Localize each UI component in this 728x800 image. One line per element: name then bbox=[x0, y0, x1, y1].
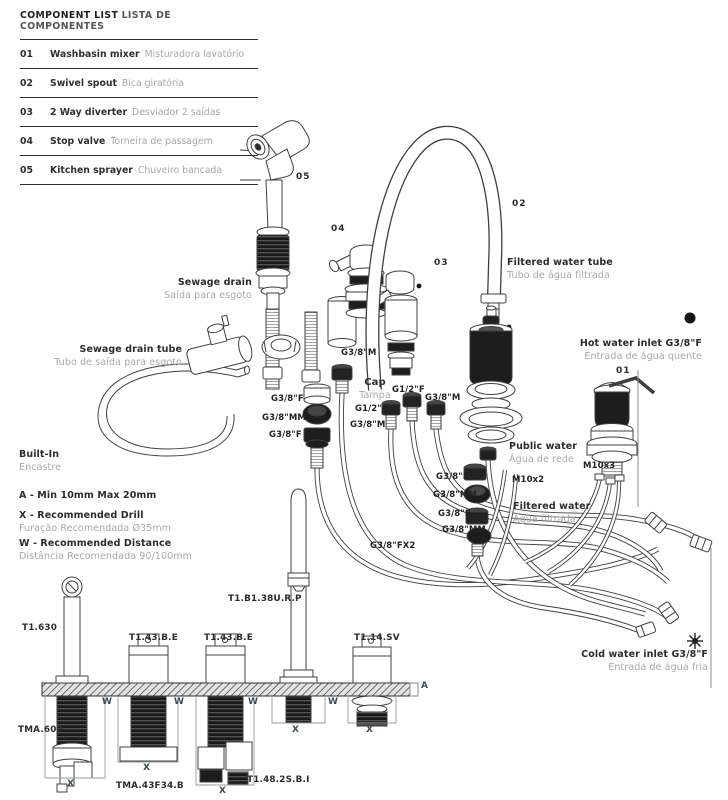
hot-water-dot-icon bbox=[685, 313, 696, 324]
component-name-pt: Bica giratória bbox=[121, 77, 185, 89]
dim-x: X bbox=[143, 763, 150, 773]
filtered-water-tube-label bbox=[507, 256, 657, 282]
hot-water-inlet-en: Hot water inlet G3/8"F bbox=[579, 338, 702, 349]
component-num: 03 bbox=[20, 106, 33, 118]
component-row bbox=[20, 68, 258, 97]
component-name-en: Swivel spout bbox=[50, 77, 117, 89]
note-w-en: W - Recommended Distance bbox=[19, 538, 172, 549]
filtered-water-label bbox=[513, 500, 590, 526]
thread-label: G3/8"MM bbox=[433, 490, 477, 500]
note-x bbox=[19, 509, 171, 535]
cold-snowflake-icon bbox=[687, 633, 703, 649]
component-name-en: 2 Way diverter bbox=[50, 106, 128, 118]
dim-x: X bbox=[366, 725, 373, 735]
thread-label: G3/8"M bbox=[341, 348, 377, 358]
thread-label: G3/8"MM bbox=[442, 525, 486, 535]
public-water-en: Public water bbox=[509, 441, 578, 452]
component-name-pt: Desviador 2 saídas bbox=[132, 106, 221, 118]
component-row bbox=[20, 155, 258, 184]
unit-t114sv-art bbox=[348, 636, 396, 726]
component-name-pt: Misturadora lavatório bbox=[144, 48, 245, 60]
dim-w: W bbox=[328, 697, 338, 707]
sewage-drain-tube-label bbox=[36, 343, 182, 369]
filtered-water-tube-en: Filtered water tube bbox=[507, 257, 613, 268]
filtered-water-tube-pt: Tubo de água filtrada bbox=[507, 270, 610, 281]
built-in-label bbox=[19, 448, 61, 474]
note-a bbox=[19, 489, 156, 502]
diagram-number-05: 05 bbox=[296, 172, 311, 182]
dim-x: X bbox=[219, 786, 226, 796]
component-num: 01 bbox=[20, 48, 33, 60]
dim-x: X bbox=[292, 725, 299, 735]
component-name-pt: Torneira de passagem bbox=[110, 135, 213, 147]
component-row bbox=[20, 97, 258, 126]
sewage-drain-tube-art bbox=[98, 364, 250, 456]
filtered-water-en: Filtered water bbox=[513, 501, 591, 512]
unit-t143be-right-art bbox=[196, 634, 254, 785]
diagram-number-02: 02 bbox=[512, 199, 527, 209]
cap-en: Cap bbox=[364, 377, 386, 388]
thread-label: M10x2 bbox=[512, 475, 545, 485]
hot-water-inlet-pt: Entrada de água quente bbox=[584, 351, 702, 362]
cold-water-inlet-label bbox=[558, 648, 708, 674]
component-num: 05 bbox=[20, 164, 33, 176]
component-list-bottom-rule bbox=[20, 184, 258, 185]
thread-label: G3/8"F bbox=[438, 509, 471, 519]
sewage-drain-en: Sewage drain bbox=[177, 277, 252, 288]
diagram-number-03: 03 bbox=[434, 258, 449, 268]
note-w-pt: Distância Recomendada 90/100mm bbox=[19, 551, 193, 562]
built-in-en: Built-In bbox=[19, 449, 60, 460]
thread-label: G3/8"M bbox=[350, 420, 386, 430]
component-name-en: Stop valve bbox=[50, 135, 106, 147]
part-code-riser: T1.B1.38U.R.P bbox=[228, 594, 302, 604]
diagram-number-04: 04 bbox=[331, 224, 346, 234]
unit-t143be-left-art bbox=[118, 634, 178, 762]
component-name-pt: Chuveiro bancada bbox=[137, 164, 223, 176]
cold-water-inlet-pt: Entrada de água fria bbox=[608, 662, 708, 673]
dim-x: X bbox=[67, 779, 74, 789]
component-name-en: Kitchen sprayer bbox=[50, 164, 133, 176]
part-code-t1482sbi: T1.48.2S.B.I bbox=[247, 775, 310, 785]
sewage-drain-tube-pt: Tubo de saída para esgoto bbox=[54, 357, 182, 368]
thread-label: G3/8"MM bbox=[262, 413, 306, 423]
component-num: 02 bbox=[20, 77, 33, 89]
sewage-drain-pt: Saída para esgoto bbox=[164, 290, 252, 301]
diagram-number-01: 01 bbox=[616, 366, 631, 376]
dim-w: W bbox=[102, 697, 112, 707]
thread-label: M10x3 bbox=[583, 461, 616, 471]
part-code-t143be-2: T1.43.B.E bbox=[204, 633, 253, 643]
note-a-text: A - Min 10mm Max 20mm bbox=[19, 490, 157, 501]
thread-label: G3/8"F bbox=[436, 472, 469, 482]
cap-pt: Tampa bbox=[359, 390, 391, 401]
component-list-title bbox=[20, 6, 258, 39]
component-list-title-en: COMPONENT LIST bbox=[20, 10, 119, 21]
thread-label: G3/8"M bbox=[425, 393, 461, 403]
thread-label: G1/2"F bbox=[392, 385, 425, 395]
built-in-pt: Encastre bbox=[19, 462, 62, 473]
component-list bbox=[20, 6, 258, 185]
dim-a: A bbox=[421, 681, 428, 691]
public-water-label bbox=[509, 440, 577, 466]
component-list-title-pt: LISTA DE COMPONENTES bbox=[20, 10, 171, 32]
filtered-water-pt: Água filtrada bbox=[513, 514, 576, 525]
sewage-drain-tube-en: Sewage drain tube bbox=[79, 344, 182, 355]
dim-w: W bbox=[248, 697, 258, 707]
component-row bbox=[20, 126, 258, 155]
thread-label: G3/8"F bbox=[269, 430, 302, 440]
thread-label: G3/8"FX2 bbox=[370, 541, 416, 551]
left-fitting-stack-art bbox=[303, 384, 331, 468]
part-code-tma43f34: TMA.43F34.B bbox=[116, 781, 184, 791]
public-water-pt: Água de rede bbox=[509, 454, 574, 465]
part-code-tma600: TMA.600 bbox=[18, 725, 63, 735]
note-x-en: X - Recommended Drill bbox=[19, 510, 144, 521]
diverter-body-art bbox=[460, 306, 522, 443]
part-code-t114sv: T1.14.SV bbox=[354, 633, 400, 643]
countertop-section-art bbox=[42, 683, 418, 696]
component-num: 04 bbox=[20, 135, 33, 147]
dim-w: W bbox=[174, 697, 184, 707]
thread-label: G3/8"F bbox=[271, 394, 304, 404]
part-code-t143be-1: T1.43.B.E bbox=[129, 633, 178, 643]
note-x-pt: Furação Recomendada Ø35mm bbox=[19, 523, 172, 534]
component-row bbox=[20, 39, 258, 68]
note-w bbox=[19, 537, 192, 563]
cold-water-inlet-en: Cold water inlet G3/8"F bbox=[581, 649, 708, 660]
sewage-drain-art bbox=[180, 311, 320, 382]
part-code-t1630: T1.630 bbox=[22, 623, 58, 633]
sewage-drain-label bbox=[128, 276, 252, 302]
component-name-en: Washbasin mixer bbox=[50, 48, 140, 60]
hot-water-inlet-label bbox=[556, 337, 702, 363]
thread-label: G1/2"F bbox=[355, 404, 388, 414]
